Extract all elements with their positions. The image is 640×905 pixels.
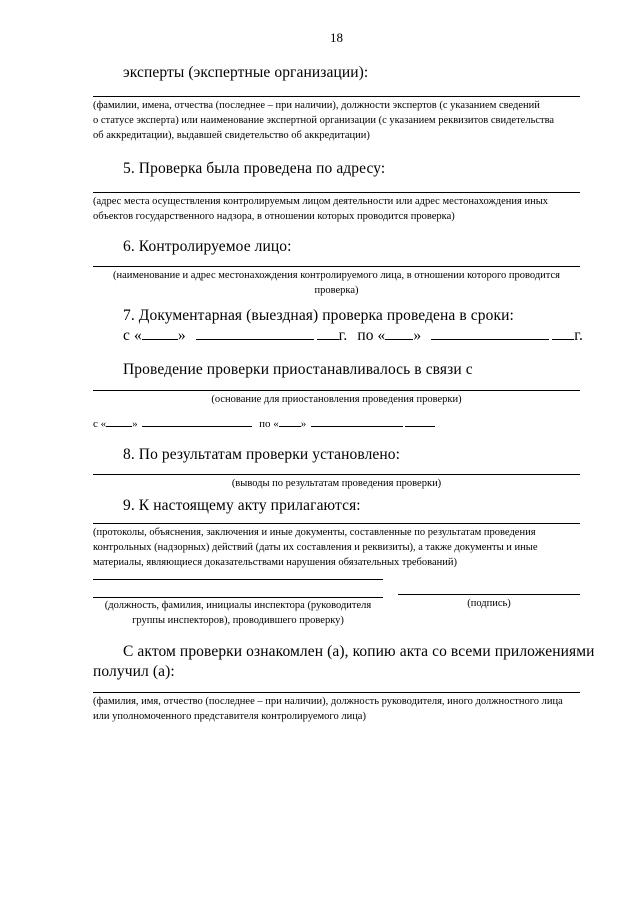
section7-from-day-field[interactable] (142, 326, 178, 340)
experts-caption (93, 98, 580, 143)
section8-line (93, 474, 580, 475)
section8-heading: 8. По результатам проверки установлено: (123, 446, 401, 463)
experts-heading: эксперты (экспертные организации): (123, 64, 369, 81)
section6-caption-line-1: (наименование и адрес местонахождения контролируемого лица, в отношении которого проводится (112, 270, 561, 281)
suspension-to-month-field[interactable] (311, 415, 403, 427)
acknowledgement-caption-line-1: (фамилия, имя, отчество (последнее – при наличии), должность руководителя, иного должностного лица (93, 696, 563, 707)
section5-caption-line-2: объектов государственного надзора, в отношении которых проводится проверка) (93, 211, 455, 222)
page-number: 18 (330, 30, 343, 45)
section5-heading: 5. Проверка была проведена по адресу: (123, 160, 386, 177)
section6-line (93, 266, 580, 267)
suspension-from-label: с « (93, 418, 107, 430)
section9-line (93, 523, 580, 524)
section7-from-month-field[interactable] (196, 326, 314, 340)
section7-from-quote: » (177, 327, 186, 344)
acknowledgement-heading-line-1: С актом проверки ознакомлен (а), копию акта со всеми приложениями (123, 643, 595, 660)
experts-caption-line-1: (фамилии, имена, отчества (последнее – при наличии), должности экспертов (с указанием сведений (93, 100, 540, 111)
experts-caption-line-3: об аккредитации), выдавшей свидетельство об аккредитации) (93, 130, 370, 141)
signature-sign-line (398, 594, 580, 595)
section8-caption: (выводы по результатам проведения проверки) (231, 478, 442, 489)
suspension-line (93, 390, 580, 391)
acknowledgement-heading-line-2: получил (а): (93, 663, 175, 680)
section9-caption-line-2: контрольных (надзорных) действий (даты их составления и реквизиты), а также документы и иные (93, 542, 538, 553)
suspension-caption: (основание для приостановления проведения проверки) (211, 394, 462, 405)
section9-heading: 9. К настоящему акту прилагаются: (123, 497, 361, 514)
acknowledgement-line (93, 692, 580, 693)
suspension-to-quote: » (300, 418, 307, 430)
suspension-dates (93, 415, 435, 430)
section7-from-year-field[interactable] (317, 326, 339, 340)
suspension-from-month-field[interactable] (142, 415, 252, 427)
section6-caption (93, 268, 580, 298)
section9-caption-line-1: (протоколы, объяснения, заключения и иные документы, составленные по результатам проведения (93, 527, 536, 538)
section7-to-label: по « (357, 327, 386, 344)
section5-caption-line-1: (адрес места осуществления контролируемым лицом деятельности или адрес местонахождения иных (93, 196, 548, 207)
suspension-heading: Проведение проверки приостанавливалось в связи с (123, 361, 473, 378)
suspension-to-year-field[interactable] (405, 415, 435, 427)
suspension-from-quote: » (132, 418, 138, 430)
signature-position-line-1 (93, 579, 383, 580)
experts-caption-line-2: о статусе эксперта) или наименование экспертной организации (с указанием реквизитов свидетельства (93, 115, 555, 126)
section9-caption (93, 525, 580, 570)
section7-from-label: с « (123, 327, 142, 344)
section5-line (93, 192, 580, 193)
suspension-to-label: по « (259, 418, 279, 430)
suspension-to-day-field[interactable] (279, 415, 301, 427)
signature-inspector-caption (93, 598, 383, 628)
section7-heading: 7. Документарная (выездная) проверка проведена в сроки: (123, 307, 514, 324)
signature-inspector-caption-line-1: (должность, фамилия, инициалы инспектора (руководителя (104, 600, 372, 611)
section6-heading: 6. Контролируемое лицо: (123, 238, 292, 255)
section9-caption-line-3: материалы, являющиеся доказательствами нарушения обязательных требований) (93, 557, 457, 568)
section7-from-year-suffix: г. (338, 327, 348, 344)
section7-to-day-field[interactable] (385, 326, 413, 340)
signature-sign-caption: (подпись) (467, 598, 511, 609)
section7-dates (123, 326, 583, 345)
suspension-from-day-field[interactable] (106, 415, 132, 427)
section6-caption-line-2: проверка) (314, 285, 359, 296)
section7-to-year-field[interactable] (552, 326, 574, 340)
acknowledgement-caption (93, 694, 580, 724)
acknowledgement-caption-line-2: или уполномоченного представителя контролируемого лица) (93, 711, 366, 722)
section7-to-quote: » (413, 327, 422, 344)
section7-to-year-suffix: г. (574, 327, 583, 344)
experts-line (93, 96, 580, 97)
signature-inspector-caption-line-2: группы инспекторов), проводившего проверку) (132, 615, 344, 626)
section7-to-month-field[interactable] (431, 326, 549, 340)
section5-caption (93, 194, 580, 224)
